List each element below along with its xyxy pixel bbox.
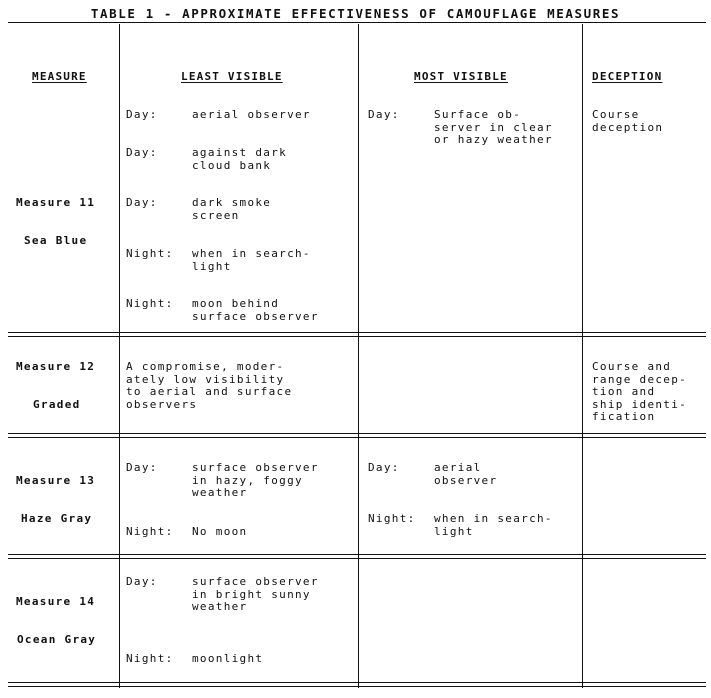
row-divider	[8, 332, 706, 337]
measure-name: Haze Gray	[21, 512, 93, 525]
condition-label: Night:	[126, 652, 174, 665]
condition-text: Surface ob- server in clear or hazy weather	[434, 108, 553, 147]
condition-label: Day:	[126, 146, 158, 159]
condition-text: against dark cloud bank	[192, 146, 288, 172]
condition-text: when in search- light	[192, 247, 311, 273]
condition-label: Day:	[126, 108, 158, 121]
condition-label: Night:	[126, 297, 174, 310]
condition-text: moonlight	[192, 652, 264, 665]
condition-label: Day:	[368, 461, 400, 474]
condition-label: Day:	[368, 108, 400, 121]
deception-text: Course deception	[592, 108, 664, 134]
measure-name: Graded	[33, 398, 81, 411]
condition-label: Day:	[126, 575, 158, 588]
column-divider	[358, 24, 359, 688]
header-most-visible: MOST VISIBLE	[414, 70, 508, 83]
condition-text: when in search- light	[434, 512, 553, 538]
header-measure: MEASURE	[32, 70, 87, 83]
condition-text: No moon	[192, 525, 248, 538]
measure-label: Measure 14	[16, 595, 96, 608]
measure-name: Ocean Gray	[17, 633, 97, 646]
measure-label: Measure 11	[16, 196, 96, 209]
condition-label: Day:	[126, 196, 158, 209]
row-divider	[8, 682, 706, 687]
column-divider	[582, 24, 583, 688]
condition-text: aerial observer	[192, 108, 311, 121]
header-least-visible: LEAST VISIBLE	[181, 70, 283, 83]
title-rule	[8, 22, 706, 23]
condition-label: Night:	[126, 525, 174, 538]
compromise-text: A compromise, moder- ately low visibility to aerial and surface observers	[126, 360, 293, 411]
row-divider	[8, 554, 706, 559]
condition-text: surface observer in bright sunny weather	[192, 575, 319, 614]
condition-label: Day:	[126, 461, 158, 474]
deception-text: Course and range decep- tion and ship identi- fication	[592, 360, 688, 424]
condition-text: surface observer in hazy, foggy weather	[192, 461, 319, 500]
measure-label: Measure 12	[16, 360, 96, 373]
header-deception: DECEPTION	[592, 70, 663, 83]
condition-text: aerial observer	[434, 461, 498, 487]
row-divider	[8, 433, 706, 438]
condition-label: Night:	[126, 247, 174, 260]
measure-label: Measure 13	[16, 474, 96, 487]
condition-label: Night:	[368, 512, 416, 525]
measure-name: Sea Blue	[24, 234, 88, 247]
condition-text: dark smoke screen	[192, 196, 272, 222]
column-divider	[119, 24, 120, 688]
condition-text: moon behind surface observer	[192, 297, 319, 323]
table-title: TABLE 1 - APPROXIMATE EFFECTIVENESS OF CAMOUFLAGE MEASURES	[90, 6, 621, 21]
